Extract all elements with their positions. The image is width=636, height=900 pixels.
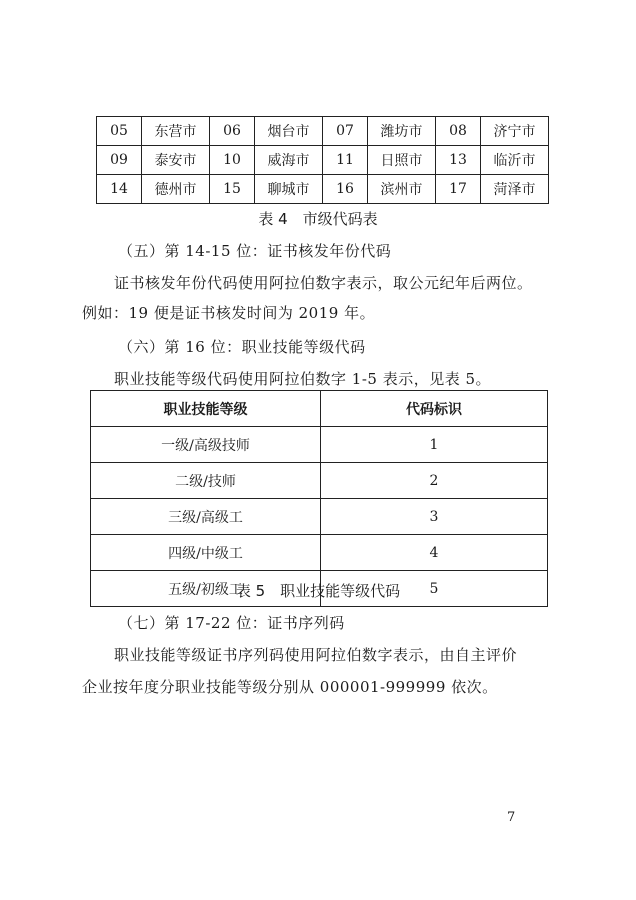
page-number: 7 <box>507 810 516 825</box>
city-name-cell: 济宁市 <box>481 117 549 146</box>
header-skill-level: 职业技能等级 <box>91 391 321 427</box>
city-code-table <box>96 116 549 204</box>
level-code-cell: 3 <box>321 499 548 535</box>
city-code-cell: 08 <box>436 117 481 146</box>
level-table-header-row <box>91 391 548 427</box>
city-name-cell: 临沂市 <box>481 146 549 175</box>
city-name-cell: 德州市 <box>142 175 210 204</box>
city-code-cell: 10 <box>210 146 255 175</box>
city-code-cell: 06 <box>210 117 255 146</box>
city-code-cell: 13 <box>436 146 481 175</box>
level-code-cell: 5 <box>321 571 548 607</box>
section-5-line-1: 证书核发年份代码使用阿拉伯数字表示，取公元纪年后两位。 <box>114 274 533 292</box>
table-row <box>91 499 548 535</box>
section-7-line-2: 企业按年度分职业技能等级分别从 000001-999999 依次。 <box>82 678 498 696</box>
section-6-heading: （六）第 16 位：职业技能等级代码 <box>118 338 366 356</box>
city-code-cell: 09 <box>97 146 142 175</box>
city-name-cell: 潍坊市 <box>368 117 436 146</box>
city-code-cell: 14 <box>97 175 142 204</box>
table-row <box>91 463 548 499</box>
skill-level-cell: 三级/高级工 <box>91 499 321 535</box>
city-name-cell: 日照市 <box>368 146 436 175</box>
city-code-cell: 05 <box>97 117 142 146</box>
section-5-heading: （五）第 14-15 位：证书核发年份代码 <box>118 242 392 260</box>
section-5-line-2: 例如：19 便是证书核发时间为 2019 年。 <box>82 304 376 322</box>
table-row <box>91 427 548 463</box>
skill-level-cell: 五级/初级工 <box>91 571 321 607</box>
city-table-caption: 表 4 市级代码表 <box>258 210 378 228</box>
city-name-cell: 烟台市 <box>255 117 323 146</box>
table-row <box>97 175 549 204</box>
city-code-cell: 07 <box>323 117 368 146</box>
skill-level-cell: 四级/中级工 <box>91 535 321 571</box>
table-row <box>91 535 548 571</box>
city-name-cell: 泰安市 <box>142 146 210 175</box>
section-6-line-1: 职业技能等级代码使用阿拉伯数字 1-5 表示，见表 5。 <box>114 370 492 388</box>
header-code: 代码标识 <box>321 391 548 427</box>
skill-level-cell: 二级/技师 <box>91 463 321 499</box>
table-row <box>97 146 549 175</box>
city-name-cell: 菏泽市 <box>481 175 549 204</box>
level-table-caption: 表 5 职业技能等级代码 <box>235 582 401 600</box>
city-name-cell: 威海市 <box>255 146 323 175</box>
city-code-cell: 17 <box>436 175 481 204</box>
skill-level-table <box>90 390 548 607</box>
city-name-cell: 东营市 <box>142 117 210 146</box>
city-code-cell: 15 <box>210 175 255 204</box>
table-row <box>97 117 549 146</box>
level-code-cell: 2 <box>321 463 548 499</box>
section-7-line-1: 职业技能等级证书序列码使用阿拉伯数字表示，由自主评价 <box>114 646 518 664</box>
city-name-cell: 滨州市 <box>368 175 436 204</box>
skill-level-cell: 一级/高级技师 <box>91 427 321 463</box>
city-name-cell: 聊城市 <box>255 175 323 204</box>
level-code-cell: 4 <box>321 535 548 571</box>
level-code-cell: 1 <box>321 427 548 463</box>
section-7-heading: （七）第 17-22 位：证书序列码 <box>118 614 345 632</box>
city-code-cell: 16 <box>323 175 368 204</box>
city-code-cell: 11 <box>323 146 368 175</box>
